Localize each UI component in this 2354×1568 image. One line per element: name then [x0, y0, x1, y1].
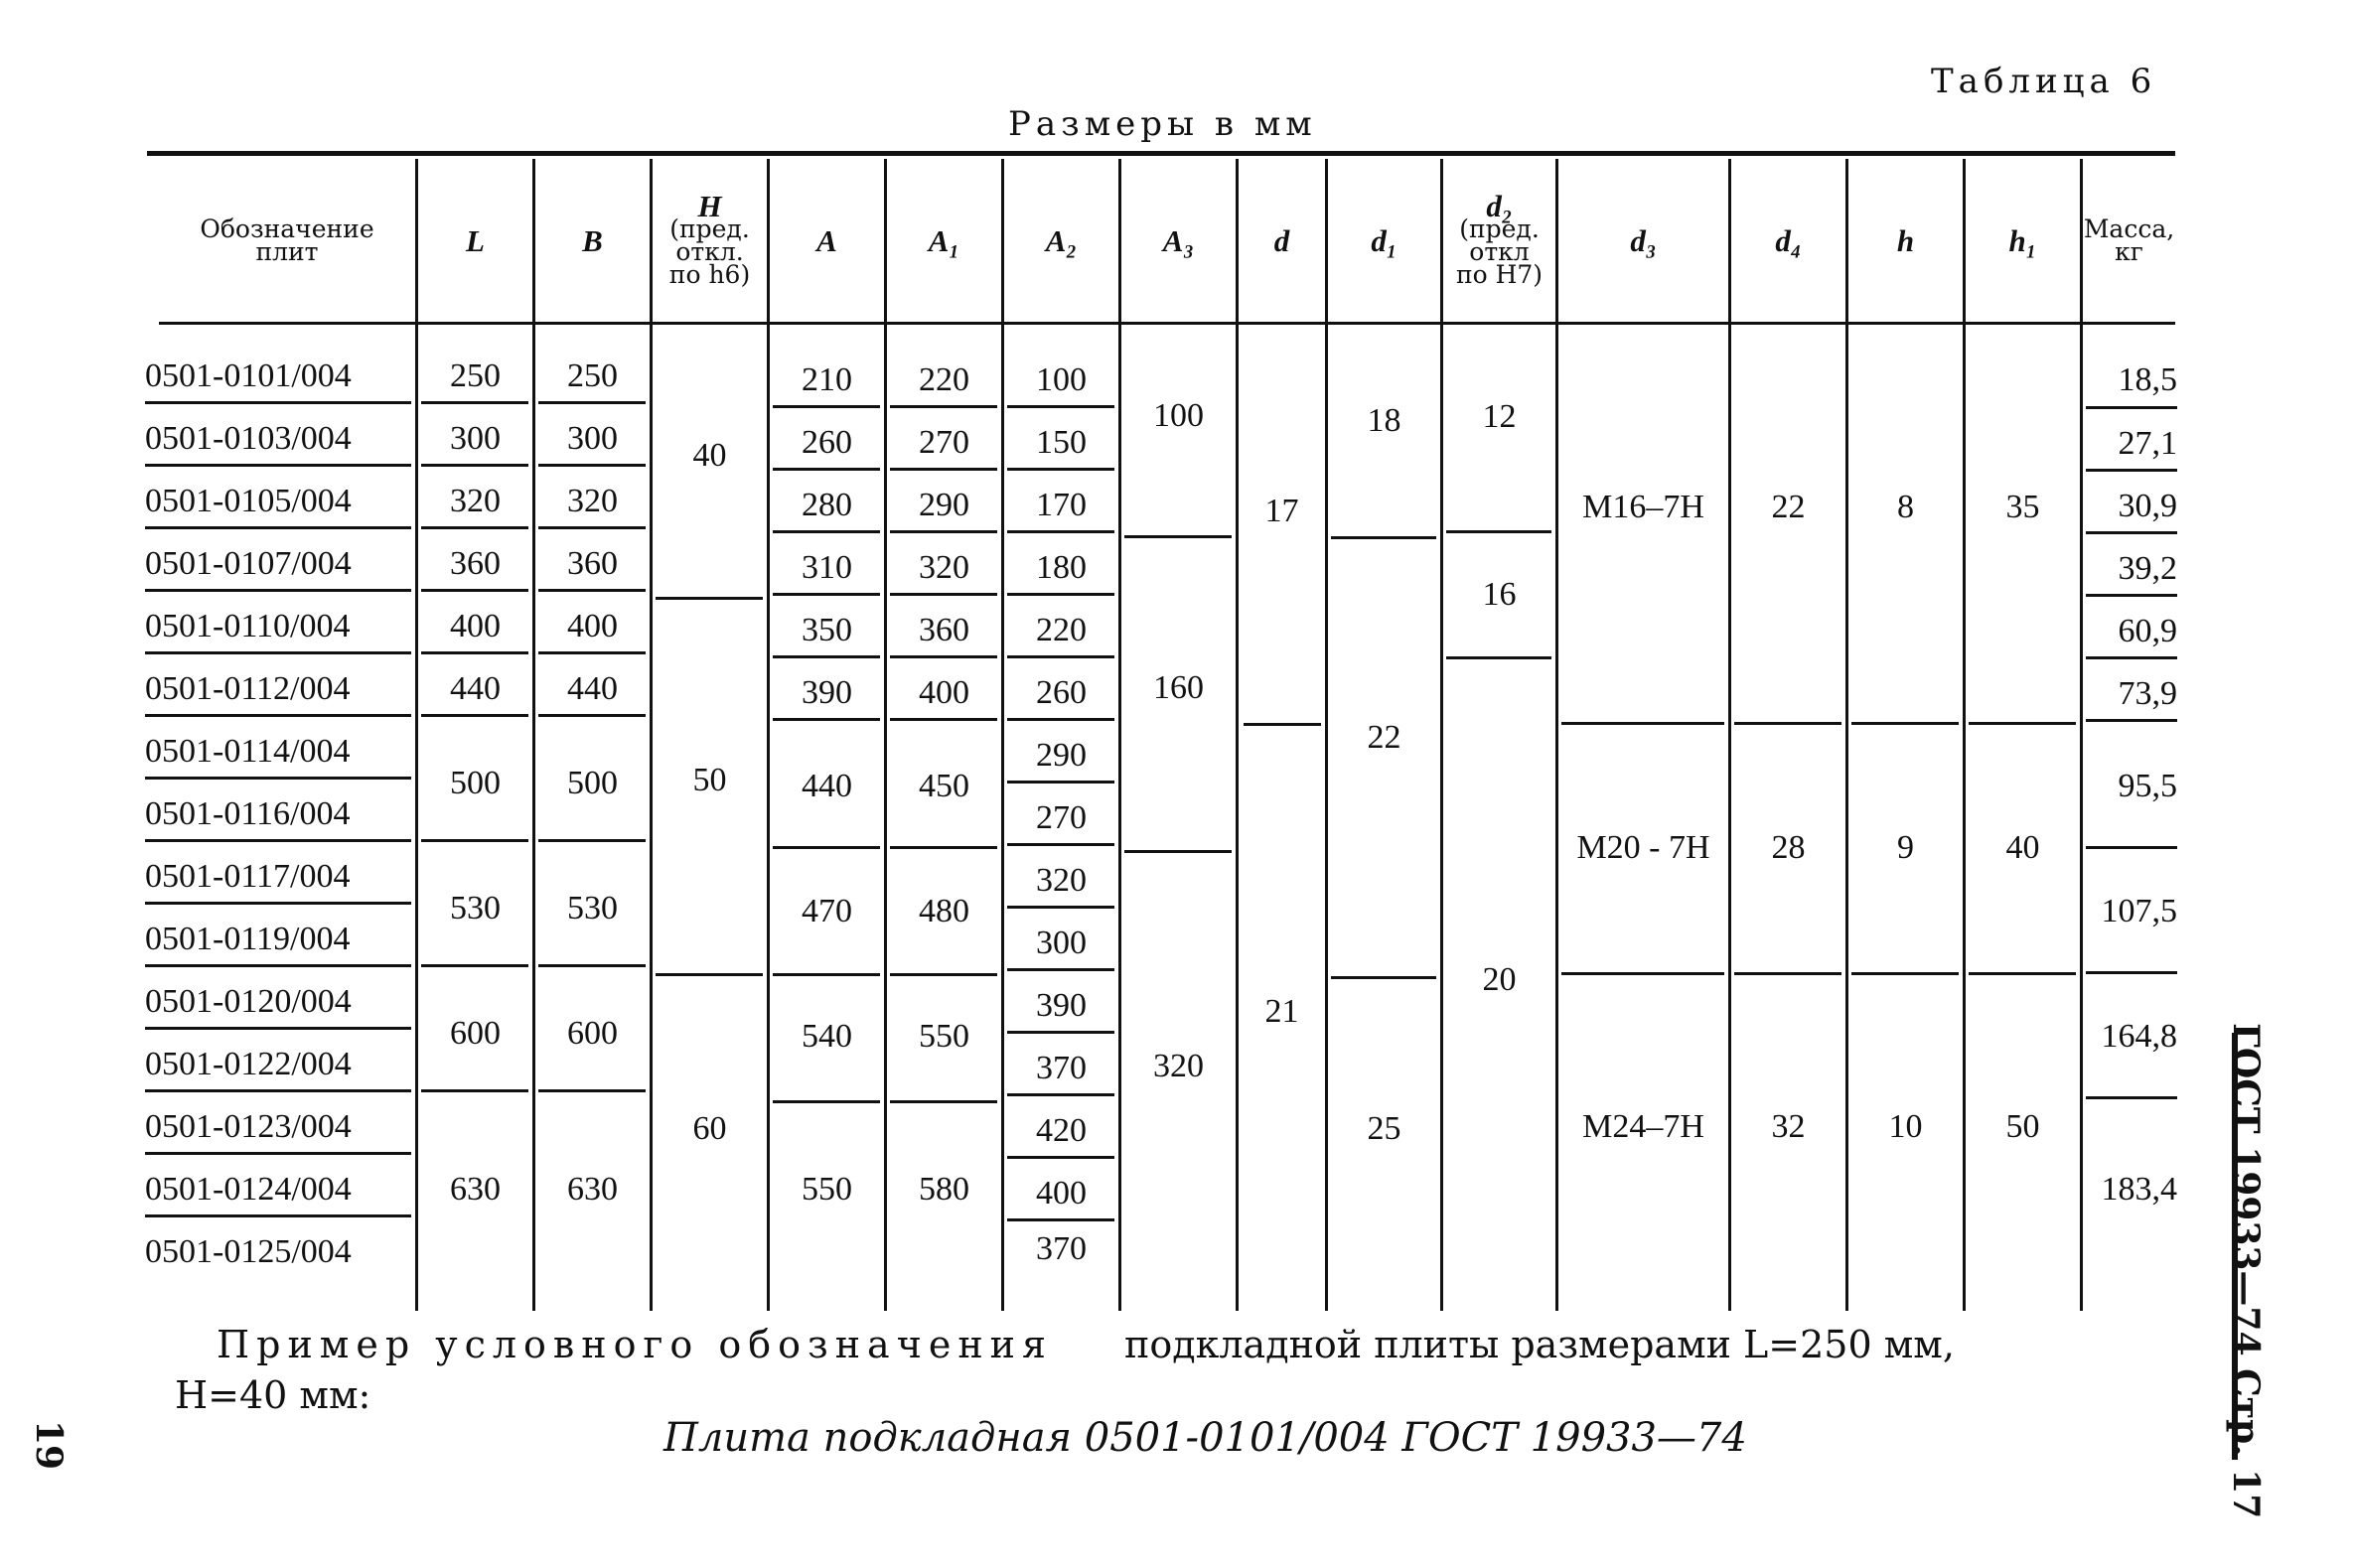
header-B-label: B [582, 222, 603, 258]
row-rule [1007, 968, 1114, 971]
row-rule [2086, 406, 2177, 409]
header-H-label: H [697, 189, 722, 223]
header-H-line: (пред. [669, 214, 750, 243]
row-rule [773, 530, 880, 533]
designation-cell: 0501-0116/004 [145, 795, 351, 832]
cell-A: 280 [802, 487, 852, 523]
cell-B: 530 [567, 890, 618, 927]
col-line [1118, 159, 1121, 1311]
row-rule [145, 651, 411, 654]
header-d2-line: (пред. [1459, 214, 1540, 243]
cell-L: 630 [450, 1171, 501, 1208]
row-rule [1851, 722, 1959, 725]
cell-A2: 370 [1036, 1230, 1087, 1267]
cell-L: 300 [450, 420, 501, 457]
header-B [535, 159, 650, 322]
designation-cell: 0501-0105/004 [145, 483, 352, 519]
row-rule [1244, 723, 1321, 726]
cell-A2: 300 [1036, 925, 1087, 961]
cell-L: 320 [450, 483, 501, 519]
row-rule [1331, 536, 1436, 539]
row-rule [1734, 972, 1841, 975]
row-rule [421, 464, 528, 467]
cell-d3: M20 - 7H [1576, 829, 1710, 866]
col-line [1440, 159, 1443, 1311]
header-H-line: по h6) [668, 260, 751, 289]
row-rule [145, 777, 411, 780]
header-L-label: L [466, 222, 485, 258]
cell-h: 10 [1888, 1108, 1923, 1145]
row-rule [538, 1089, 646, 1092]
header-A1-label: A₁ [928, 222, 960, 258]
row-rule [1007, 843, 1114, 846]
cell-L: 600 [450, 1015, 501, 1052]
header-d1 [1328, 159, 1440, 322]
header-A [770, 159, 884, 322]
row-rule [773, 846, 880, 849]
header-A2 [1004, 159, 1118, 322]
header-h [1848, 159, 1963, 322]
designation-cell: 0501-0120/004 [145, 983, 352, 1020]
cell-A1: 550 [919, 1018, 969, 1055]
cell-d2: 16 [1482, 576, 1517, 613]
designation-cell: 0501-0101/004 [145, 357, 352, 394]
cell-H: 40 [692, 437, 727, 474]
cell-d2: 20 [1482, 961, 1517, 998]
cell-A2: 180 [1036, 549, 1087, 586]
header-designation [159, 159, 415, 322]
cell-L: 500 [450, 765, 501, 801]
col-line [884, 159, 887, 1311]
cell-L: 360 [450, 545, 501, 582]
row-rule [2086, 531, 2177, 534]
cell-A2: 270 [1036, 799, 1087, 836]
row-rule [1007, 718, 1114, 721]
cell-mass: 164,8 [2101, 1018, 2177, 1055]
running-header: ГОСТ 19933—74 Стр. 17 [2225, 1023, 2267, 1519]
row-rule [656, 597, 763, 600]
header-designation-line: плит [255, 237, 319, 266]
header-H [653, 159, 767, 322]
row-rule [145, 526, 411, 529]
row-rule [421, 714, 528, 717]
row-rule [145, 714, 411, 717]
cell-d4: 32 [1771, 1108, 1806, 1145]
cell-B: 630 [567, 1171, 618, 1208]
row-rule [773, 468, 880, 471]
cell-H: 60 [692, 1110, 727, 1147]
header-h1 [1966, 159, 2080, 322]
row-rule [1007, 530, 1114, 533]
cell-A1: 320 [919, 549, 969, 586]
header-d [1239, 159, 1325, 322]
cell-A2: 150 [1036, 424, 1087, 461]
row-rule [1007, 593, 1114, 596]
row-rule [890, 655, 997, 658]
row-rule [2086, 594, 2177, 597]
example-description: подкладной плиты размерами L=250 мм, [1124, 1323, 1955, 1366]
cell-L: 250 [450, 357, 501, 394]
row-rule [2086, 469, 2177, 472]
cell-A1: 580 [919, 1171, 969, 1208]
header-A-label: A [816, 222, 837, 258]
row-rule [1007, 468, 1114, 471]
cell-A1: 290 [919, 487, 969, 523]
row-rule [773, 1100, 880, 1103]
cell-A3: 100 [1153, 397, 1204, 434]
table-title: Таблица 6 [1931, 62, 2157, 101]
cell-A: 390 [802, 674, 852, 711]
designation-cell: 0501-0107/004 [145, 545, 352, 582]
example-line-1 [217, 1323, 1955, 1366]
row-rule [538, 589, 646, 592]
row-rule [538, 839, 646, 842]
row-rule [145, 1152, 411, 1155]
row-rule [145, 589, 411, 592]
header-mass [2083, 159, 2175, 322]
row-rule [890, 405, 997, 408]
row-rule [145, 1089, 411, 1092]
row-rule [890, 1100, 997, 1103]
row-rule [1851, 972, 1959, 975]
row-rule [890, 718, 997, 721]
header-d2-line: откл [1469, 237, 1530, 266]
row-rule [773, 718, 880, 721]
header-L [418, 159, 532, 322]
cell-A3: 320 [1153, 1048, 1204, 1084]
row-rule [1007, 1031, 1114, 1034]
cell-A: 470 [802, 893, 852, 929]
designation-cell: 0501-0123/004 [145, 1108, 352, 1145]
header-d2-label: d₂ [1486, 189, 1513, 223]
header-A3-label: A₃ [1162, 222, 1195, 258]
row-rule [145, 464, 411, 467]
designation-cell: 0501-0125/004 [145, 1233, 352, 1270]
header-A3 [1121, 159, 1236, 322]
header-designation-line: Обозначение [200, 214, 374, 243]
cell-L: 530 [450, 890, 501, 927]
cell-A2: 420 [1036, 1112, 1087, 1149]
row-rule [1007, 781, 1114, 784]
cell-A1: 360 [919, 612, 969, 648]
designation-cell: 0501-0122/004 [145, 1046, 352, 1082]
header-h-label: h [1896, 222, 1915, 258]
cell-A2: 370 [1036, 1050, 1087, 1086]
row-rule [2086, 971, 2177, 974]
cell-h: 9 [1897, 829, 1914, 866]
cell-A2: 100 [1036, 361, 1087, 398]
cell-A: 550 [802, 1171, 852, 1208]
row-rule [538, 714, 646, 717]
row-rule [1446, 530, 1551, 533]
row-rule [1007, 1218, 1114, 1221]
cell-d: 17 [1264, 493, 1299, 529]
cell-d1: 25 [1367, 1110, 1401, 1147]
row-rule [773, 593, 880, 596]
cell-B: 440 [567, 670, 618, 707]
row-rule [656, 973, 763, 976]
row-rule [1124, 535, 1232, 538]
cell-A: 260 [802, 424, 852, 461]
row-rule [1969, 972, 2076, 975]
row-rule [2086, 719, 2177, 722]
row-rule [1734, 722, 1841, 725]
cell-mass: 107,5 [2101, 893, 2177, 929]
row-rule [1446, 656, 1551, 659]
row-rule [1561, 972, 1724, 975]
header-A1 [887, 159, 1001, 322]
cell-h1: 35 [2005, 489, 2040, 525]
cell-d1: 22 [1367, 719, 1401, 756]
cell-h: 8 [1897, 489, 1914, 525]
col-line [532, 159, 535, 1311]
row-rule [1007, 906, 1114, 909]
cell-d3: M24–7H [1582, 1108, 1704, 1145]
designation-cell: 0501-0117/004 [145, 858, 351, 895]
cell-A2: 220 [1036, 612, 1087, 648]
cell-A1: 270 [919, 424, 969, 461]
cell-h1: 50 [2005, 1108, 2040, 1145]
row-rule [421, 1089, 528, 1092]
header-d1-label: d₁ [1371, 222, 1398, 258]
col-line [415, 159, 418, 1311]
col-line [767, 159, 770, 1311]
table-top-rule [147, 151, 2175, 156]
header-bottom-rule [159, 322, 2175, 325]
cell-B: 500 [567, 765, 618, 801]
row-rule [890, 468, 997, 471]
row-rule [1331, 976, 1436, 979]
row-rule [1007, 1093, 1114, 1096]
cell-d: 21 [1264, 993, 1299, 1030]
header-mass-line: кг [2115, 237, 2143, 266]
example-line-2: H=40 мм: [175, 1373, 371, 1417]
cell-A: 350 [802, 612, 852, 648]
cell-A1: 220 [919, 361, 969, 398]
row-rule [890, 530, 997, 533]
cell-A2: 390 [1036, 987, 1087, 1024]
row-rule [773, 405, 880, 408]
header-H-line: откл. [675, 237, 744, 266]
header-d2-line: по H7) [1455, 260, 1544, 289]
designation-cell: 0501-0110/004 [145, 608, 351, 644]
cell-A2: 170 [1036, 487, 1087, 523]
row-rule [421, 651, 528, 654]
cell-B: 360 [567, 545, 618, 582]
row-rule [1007, 655, 1114, 658]
units-caption: Размеры в мм [1008, 104, 1317, 144]
row-rule [145, 1214, 411, 1217]
header-d-label: d [1273, 222, 1290, 258]
example-lead: Пример условного обозначения [217, 1323, 1053, 1366]
cell-d1: 18 [1367, 402, 1401, 439]
cell-A2: 400 [1036, 1175, 1087, 1212]
row-rule [1007, 405, 1114, 408]
cell-A2: 290 [1036, 737, 1087, 774]
row-rule [538, 401, 646, 404]
cell-H: 50 [692, 762, 727, 798]
cell-A2: 320 [1036, 862, 1087, 899]
row-rule [145, 401, 411, 404]
cell-mass: 60,9 [2118, 613, 2177, 649]
row-rule [538, 526, 646, 529]
designation-cell: 0501-0114/004 [145, 733, 351, 770]
cell-B: 600 [567, 1015, 618, 1052]
cell-mass: 39,2 [2118, 550, 2177, 587]
row-rule [421, 401, 528, 404]
cell-d4: 28 [1771, 829, 1806, 866]
cell-A1: 480 [919, 893, 969, 929]
header-mass-line: Масса, [2083, 214, 2175, 243]
cell-L: 440 [450, 670, 501, 707]
page-number: 19 [28, 1420, 70, 1471]
cell-B: 400 [567, 608, 618, 644]
row-rule [538, 964, 646, 967]
designation-cell: 0501-0119/004 [145, 921, 351, 957]
row-rule [2086, 1096, 2177, 1099]
row-rule [538, 651, 646, 654]
cell-A: 540 [802, 1018, 852, 1055]
cell-A: 210 [802, 361, 852, 398]
header-d4 [1731, 159, 1845, 322]
header-d3-label: d₃ [1630, 222, 1657, 258]
col-line [1236, 159, 1239, 1311]
header-d3 [1558, 159, 1728, 322]
cell-mass: 30,9 [2118, 488, 2177, 524]
designation-cell: 0501-0124/004 [145, 1171, 352, 1208]
cell-A: 440 [802, 768, 852, 804]
cell-B: 320 [567, 483, 618, 519]
cell-mass: 183,4 [2101, 1171, 2177, 1208]
cell-mass: 95,5 [2118, 768, 2177, 804]
cell-A2: 260 [1036, 674, 1087, 711]
row-rule [1124, 850, 1232, 853]
cell-mass: 27,1 [2118, 425, 2177, 462]
col-line [2080, 159, 2083, 1311]
row-rule [421, 589, 528, 592]
cell-d4: 22 [1771, 489, 1806, 525]
cell-h1: 40 [2005, 829, 2040, 866]
row-rule [890, 593, 997, 596]
cell-d3: M16–7H [1582, 489, 1704, 525]
row-rule [1007, 1156, 1114, 1159]
header-A2-label: A₂ [1045, 222, 1078, 258]
row-rule [538, 464, 646, 467]
cell-A1: 450 [919, 768, 969, 804]
row-rule [421, 964, 528, 967]
cell-B: 300 [567, 420, 618, 457]
row-rule [2086, 846, 2177, 849]
row-rule [2086, 656, 2177, 659]
cell-mass: 73,9 [2118, 675, 2177, 712]
row-rule [1969, 722, 2076, 725]
cell-A: 310 [802, 549, 852, 586]
row-rule [1561, 722, 1724, 725]
row-rule [773, 655, 880, 658]
cell-A3: 160 [1153, 669, 1204, 706]
cell-B: 250 [567, 357, 618, 394]
row-rule [890, 846, 997, 849]
header-h1-label: h₁ [2008, 222, 2037, 258]
row-rule [145, 964, 411, 967]
cell-L: 400 [450, 608, 501, 644]
row-rule [145, 902, 411, 905]
designation-cell: 0501-0112/004 [145, 670, 351, 707]
example-designation: Плита подкладная 0501-0101/004 ГОСТ 19933—74 [663, 1415, 1747, 1461]
row-rule [145, 839, 411, 842]
row-rule [421, 526, 528, 529]
cell-mass: 18,5 [2118, 361, 2177, 398]
row-rule [421, 839, 528, 842]
designation-cell: 0501-0103/004 [145, 420, 352, 457]
header-d2 [1443, 159, 1555, 322]
row-rule [773, 973, 880, 976]
header-d4-label: d₄ [1775, 222, 1802, 258]
row-rule [145, 1027, 411, 1030]
row-rule [890, 973, 997, 976]
cell-A1: 400 [919, 674, 969, 711]
cell-d2: 12 [1482, 398, 1517, 435]
